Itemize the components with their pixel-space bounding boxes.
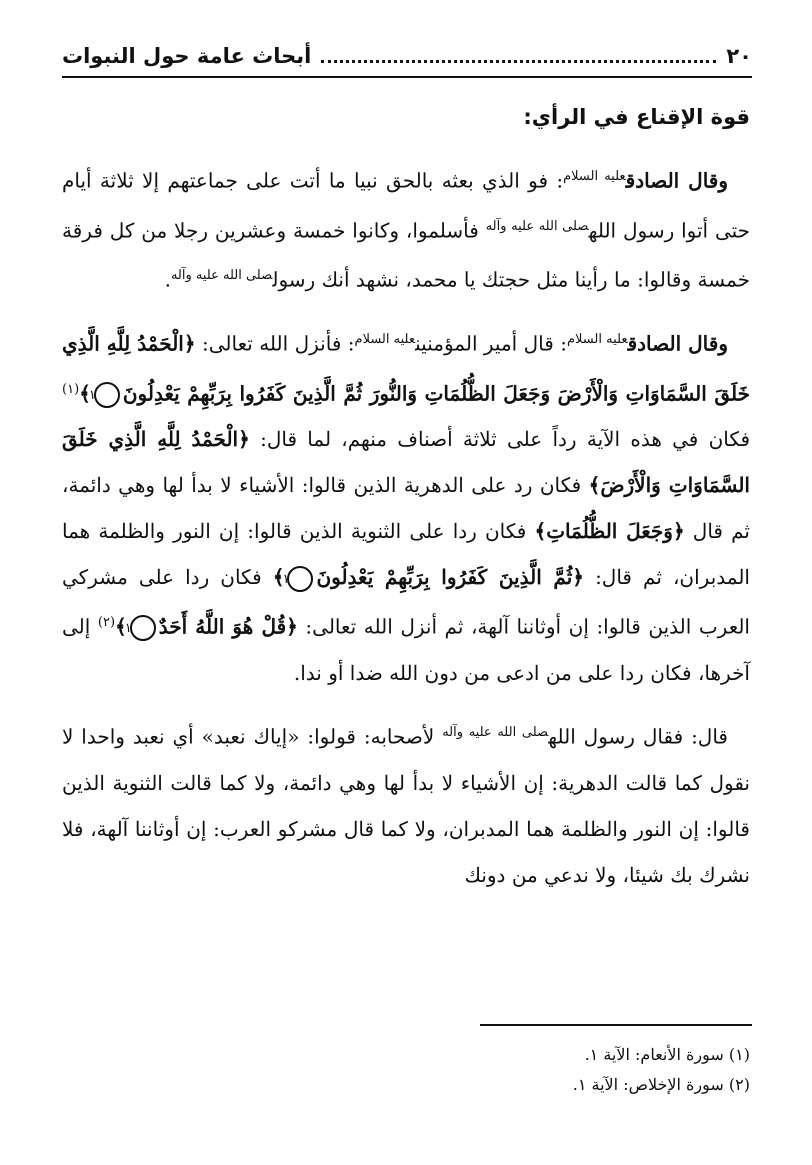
quran-verse: الْحَمْدُ لِلَّهِ الَّذِي خَلَقَ السَّمَاوَاتِ وَالْأَرْضَ وَجَعَلَ الظُّلُمَاتِ وَالنُّورَ ثُمَّ الَّذِينَ كَفَرُوا بِرَبِّهِمْ يَعْدِلُونَ xyxy=(62,331,750,406)
paragraph-lead: وقال الصادق xyxy=(625,168,729,193)
section-heading: قوة الإقناع في الرأي: xyxy=(523,105,750,129)
page-number: ٢٠ xyxy=(726,44,752,68)
footnote-item: (١) سورة الأنعام: الآية ١. xyxy=(584,1045,750,1064)
paragraph-3 xyxy=(62,710,750,898)
quran-brace-open: ﴿ xyxy=(286,614,298,639)
paragraph-text: : فأنزل الله تعالى: xyxy=(195,331,355,356)
footnote-item: (٢) سورة الإخلاص: الآية ١. xyxy=(572,1075,750,1094)
paragraph-1 xyxy=(62,154,750,303)
quran-verse: قُلْ هُوَ اللَّهُ أَحَدٌ xyxy=(158,614,287,639)
paragraph-text: : قال أمير المؤمنين xyxy=(415,331,567,356)
quran-brace-close: ﴾ xyxy=(588,473,601,498)
paragraph-lead: وقال الصادق xyxy=(627,331,728,356)
footnote-divider xyxy=(480,1024,752,1026)
paragraph-text: . xyxy=(164,267,171,292)
ayah-number-marker: ١ xyxy=(94,382,120,408)
quran-brace-open: ﴿ xyxy=(183,331,196,356)
honorific-glyph: صلى الله عليه وآله xyxy=(442,724,549,740)
footnotes xyxy=(290,1040,750,1100)
page-body xyxy=(62,90,750,912)
honorific-glyph: عليه السلام xyxy=(566,331,628,347)
paragraph-text: فكان رد على الدهرية الذين قالوا: الأشياء لا بدأ لها وهي دائمة، ثم قال xyxy=(62,473,750,544)
quran-brace-close: ﴾ xyxy=(272,565,285,590)
running-title: أبحاث عامة حول النبوات xyxy=(62,44,312,68)
quran-brace-open: ﴿ xyxy=(572,565,585,590)
quran-verse: الْحَمْدُ لِلَّهِ الَّذِي خَلَقَ السَّمَاوَاتِ وَالْأَرْضَ xyxy=(62,427,750,498)
quran-verse: وَجَعَلَ الظُّلُمَاتِ xyxy=(546,519,673,544)
honorific-glyph: عليه السلام xyxy=(354,331,416,347)
paragraph-text: فكان في هذه الآية رداً على ثلاثة أصناف منهم، لما قال: xyxy=(249,427,751,452)
ayah-number-marker: ١ xyxy=(287,566,313,592)
footnote-reference: (٢) xyxy=(97,615,116,631)
quran-verse: ثُمَّ الَّذِينَ كَفَرُوا بِرَبِّهِمْ يَعْدِلُونَ xyxy=(316,565,573,590)
quran-brace-open: ﴿ xyxy=(238,427,250,452)
quran-brace-open: ﴿ xyxy=(672,519,685,544)
footnote-reference: (١) xyxy=(62,381,80,397)
paragraph-text: لأصحابه: قولوا: «إياك نعبد» أي نعبد واحدا لا نقول كما قالت الدهرية: إن الأشياء لا بدأ لها وهي دائمة، ولا كما قالت الثنوية الذين قالوا: إن النور والظلمة هما المدبران، ولا كما قال مشركو العرب: إن أوثاننا آلهة، فلا نشرك بك شيئا، ولا ندعي من دونك xyxy=(62,724,750,887)
paragraph-text: فكان ردا على مشركي العرب الذين قالوا: إن أوثاننا آلهة، ثم أنزل الله تعالى: xyxy=(62,565,750,639)
page-header xyxy=(62,36,752,78)
quran-brace-close: ﴾ xyxy=(534,519,547,544)
paragraph-text: قال: فقال رسول الله xyxy=(548,724,728,749)
paragraph-text: فأسلموا، وكانوا خمسة وعشرين رجلا من كل فرقة خمسة وقالوا: ما رأينا مثل حجتك يا محمد، نشهد أنك رسول xyxy=(62,218,750,292)
ayah-number-marker: ١ xyxy=(130,615,156,641)
quran-brace-close: ﴾ xyxy=(79,381,91,406)
quran-brace-close: ﴾ xyxy=(115,614,127,639)
honorific-glyph: عليه السلام xyxy=(563,169,626,184)
paragraph-text: فكان ردا على الثنوية الذين قالوا: إن النور والظلمة هما المدبران، ثم قال: xyxy=(62,519,750,590)
header-leader-dots xyxy=(321,50,716,63)
paragraph-text: : فو الذي بعثه بالحق نبيا ما أتت على جماعتهم إلا ثلاثة أيام حتى أتوا رسول الله xyxy=(62,168,751,243)
paragraph-2 xyxy=(62,317,750,696)
paragraph-text: إلى آخرها، فكان ردا على من ادعى من دون الله ضدا أو ندا. xyxy=(62,614,750,685)
honorific-glyph: صلى الله عليه وآله xyxy=(170,268,273,284)
honorific-glyph: صلى الله عليه وآله xyxy=(485,218,589,234)
